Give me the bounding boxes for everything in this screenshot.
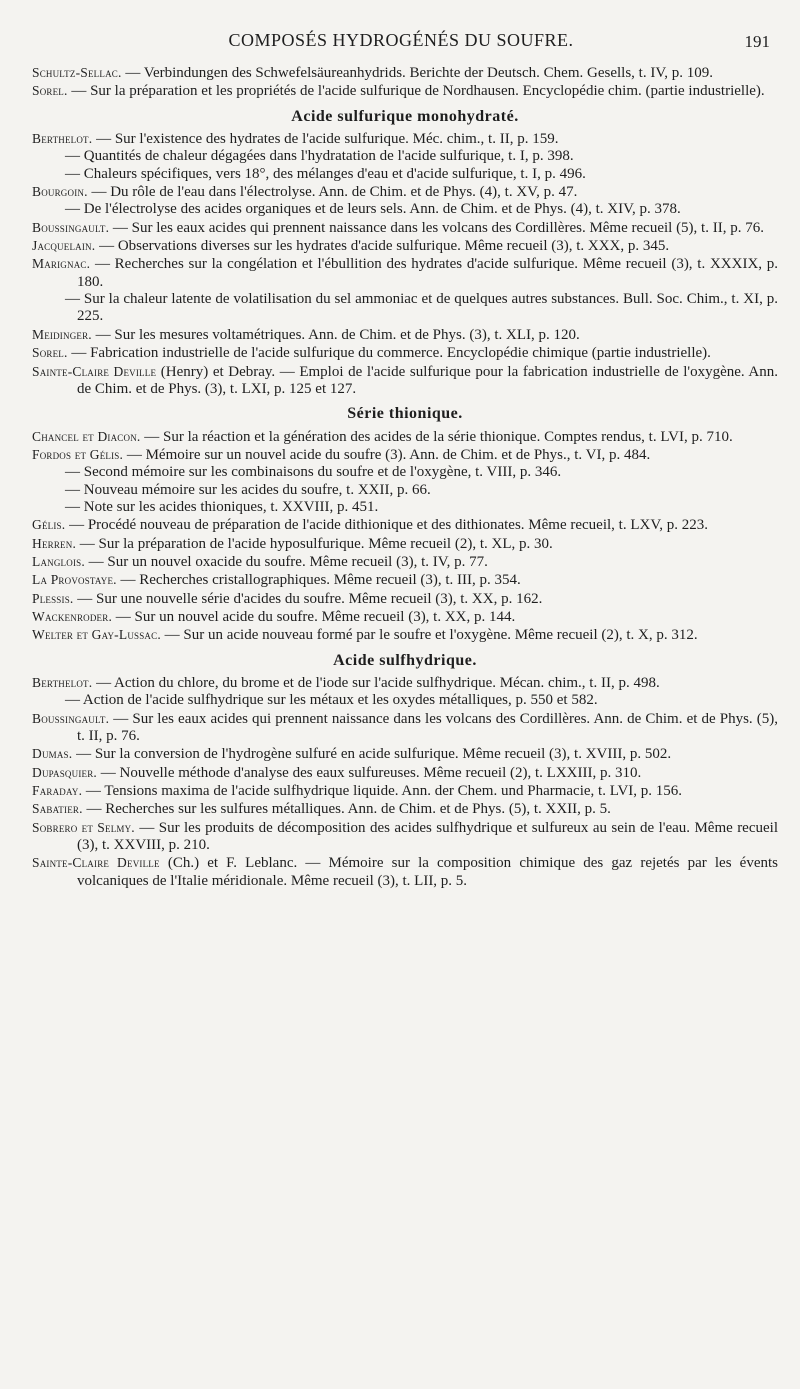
entry-author: Gélis. (32, 517, 66, 533)
entry-text: — Sur les produits de décomposition des acides sulfhydrique et sulfureux au sein de l'eau. Même recueil (3), t. XXVIII, p. 210. (77, 819, 778, 854)
bibliography-entry (32, 819, 778, 855)
bibliography-entry (32, 499, 778, 516)
bibliography-entry (32, 626, 778, 644)
entry-text: — Verbindungen des Schwefelsäureanhydrids. Berichte der Deutsch. Chem. Gesells, t. IV, p. 109. (125, 65, 713, 81)
bibliography-entry (32, 183, 778, 201)
entry-text: — Observations diverses sur les hydrates d'acide sulfurique. Même recueil (3), t. XXX, p. 345. (99, 238, 670, 255)
bibliography-entry (32, 428, 778, 446)
entry-author: Sabatier. (32, 801, 83, 817)
entry-text: — Recherches sur les sulfures métalliques. Ann. de Chim. et de Phys. (5), t. XXII, p. 5. (86, 801, 611, 818)
entry-text: — Sur la préparation et les propriétés de l'acide sulfurique de Nordhausen. Encyclopédie chim. (partie industrielle). (71, 83, 765, 100)
bibliography-entry (32, 446, 778, 464)
entry-text: — Fabrication industrielle de l'acide sulfurique du commerce. Encyclopédie chimique (partie industrielle). (71, 345, 711, 362)
entry-author: Sainte-Claire Deville (32, 363, 157, 379)
entry-text: (Ch.) et F. Leblanc. — Mémoire sur la composition chimique des gaz rejetés par les évents volcaniques de l'Italie méridionale. Même recueil (3), t. LII, p. 5. (77, 855, 778, 889)
bibliography-entry (32, 764, 778, 782)
bibliography-entry (32, 535, 778, 553)
section-heading: Acide sulfhydrique. (333, 651, 477, 669)
entry-text: — De l'électrolyse des acides organiques et de leurs sels. Ann. de Chim. et de Phys. (4), t. XIV, p. 378. (65, 201, 681, 218)
entry-author: Langlois. (32, 553, 85, 569)
entry-author: Dumas. (32, 746, 73, 762)
bibliography-entry (32, 800, 778, 818)
entry-author: Marignac. (32, 256, 91, 272)
bibliography-entry (32, 130, 778, 148)
entry-text: — Procédé nouveau de préparation de l'acide dithionique et des dithionates. Même recueil, t. LXV, p. 223. (69, 517, 708, 534)
bibliography-entry (32, 219, 778, 237)
bibliography-entry (32, 166, 778, 183)
entry-author: Plessis. (32, 590, 74, 606)
entry-text: — Sur la conversion de l'hydrogène sulfuré en acide sulfurique. Même recueil (3), t. XVIII, p. 502. (76, 746, 672, 763)
bibliography-entry (32, 363, 778, 399)
entry-author: Chancel et Diacon. (32, 428, 141, 444)
bibliography-entry (32, 64, 778, 82)
entry-author: La Provostaye. (32, 572, 117, 588)
entry-author: Meidinger. (32, 326, 92, 342)
entry-author: Dupasquier. (32, 764, 98, 780)
bibliography-entry (32, 516, 778, 534)
entry-text: — Sur l'existence des hydrates de l'acide sulfurique. Méc. chim., t. II, p. 159. (96, 131, 559, 148)
entry-text: — Sur un acide nouveau formé par le soufre et l'oxygène. Même recueil (2), t. X, p. 312. (164, 627, 698, 644)
entry-text: — Action du chlore, du brome et de l'iode sur l'acide sulfhydrique. Mécan. chim., t. II, p. 498. (96, 675, 660, 691)
entry-text: — Recherches sur la congélation et l'ébullition des hydrates d'acide sulfurique. Même recueil (3), t. XXXIX, p. 180. (77, 256, 779, 290)
entry-author: Wackenroder. (32, 608, 113, 624)
bibliography-entry (32, 590, 778, 608)
entry-author: Jacquelain. (32, 238, 96, 254)
bibliography-entry (32, 255, 778, 291)
bibliography-entry (32, 237, 778, 255)
entry-author: Boussingault. (32, 219, 110, 235)
bibliography-entry (32, 692, 778, 709)
entry-author: Sainte-Claire Deville (32, 855, 160, 871)
entry-author: Bourgoin. (32, 184, 88, 200)
entry-text: — Second mémoire sur les combinaisons du soufre et de l'oxygène, t. VIII, p. 346. (65, 464, 562, 481)
entry-text: — Nouvelle méthode d'analyse des eaux sulfureuses. Même recueil (2), t. LXXIII, p. 310. (100, 764, 642, 781)
entry-text: — Sur la préparation de l'acide hyposulfurique. Même recueil (2), t. XL, p. 30. (79, 535, 553, 552)
entry-author: Sorel. (32, 345, 68, 361)
bibliography-entry (32, 291, 778, 326)
bibliography-entry (32, 482, 778, 499)
entry-text: — Sur les eaux acides qui prennent naissance dans les volcans des Cordillères. Même recueil (5), t. II, p. 76. (112, 219, 764, 236)
bibliography-entry (32, 344, 778, 362)
entry-text: — Action de l'acide sulfhydrique sur les métaux et les oxydes métalliques, p. 550 et 582. (65, 692, 598, 709)
entry-author: Boussingault. (32, 710, 110, 726)
entry-author: Schultz-Sellac. (32, 65, 122, 80)
bibliography-entry (32, 782, 778, 800)
section-heading: Acide sulfurique monohydraté. (291, 107, 519, 125)
bibliography-entry (32, 82, 778, 100)
bibliography-entry (32, 710, 778, 746)
entry-text: — Sur une nouvelle série d'acides du soufre. Même recueil (3), t. XX, p. 162. (77, 590, 543, 607)
entry-text: — Du rôle de l'eau dans l'électrolyse. Ann. de Chim. et de Phys. (4), t. XV, p. 47. (91, 184, 578, 201)
entry-author: Herren. (32, 535, 77, 551)
page-title: COMPOSÉS HYDROGÉNÉS DU SOUFRE. (228, 30, 574, 50)
entry-author: Sobrero et Selmy. (32, 819, 135, 835)
bibliography-entry (32, 148, 778, 165)
entry-text: — Quantités de chaleur dégagées dans l'hydratation de l'acide sulfurique, t. I, p. 398. (65, 148, 574, 165)
entry-author: Berthelot. (32, 675, 93, 690)
entry-text: — Nouveau mémoire sur les acides du soufre, t. XXII, p. 66. (65, 481, 431, 498)
bibliography-entry (32, 326, 778, 344)
bibliography-entry (32, 745, 778, 763)
entry-text: — Note sur les acides thioniques, t. XXVIII, p. 451. (65, 498, 379, 515)
entry-text: (Henry) et Debray. — Emploi de l'acide sulfurique pour la fabrication industrielle de l'oxygène. Ann. de Chim. et de Phys. (3), t. LXI, p. 125 et 127. (77, 363, 779, 397)
entry-text: — Sur les mesures voltamétriques. Ann. de Chim. et de Phys. (3), t. XLI, p. 120. (95, 326, 580, 343)
entry-text: — Tensions maxima de l'acide sulfhydrique liquide. Ann. der Chem. und Pharmacie, t. LVI, p. 156. (85, 783, 683, 800)
page-number: 191 (744, 32, 770, 51)
bibliography-entry (32, 201, 778, 218)
bibliography-entry (32, 608, 778, 626)
entry-author: Faraday. (32, 783, 83, 799)
entry-text: — Mémoire sur un nouvel acide du soufre (3). Ann. de Chim. et de Phys., t. VI, p. 484. (126, 446, 651, 463)
entry-text: — Sur un nouvel oxacide du soufre. Même recueil (3), t. IV, p. 77. (88, 553, 488, 570)
bibliography-entry (32, 464, 778, 481)
bibliography-entry (32, 571, 778, 589)
entry-text: — Sur la réaction et la génération des acides de la série thionique. Comptes rendus, t. LVI, p. 710. (144, 428, 733, 445)
entry-author: Fordos et Gélis. (32, 446, 124, 462)
running-header (32, 30, 770, 54)
entry-text: — Chaleurs spécifiques, vers 18°, des mélanges d'eau et d'acide sulfurique, t. I, p. 496. (65, 165, 586, 182)
bibliography-entry (32, 854, 778, 890)
entry-text: — Sur un nouvel acide du soufre. Même recueil (3), t. XX, p. 144. (115, 608, 516, 625)
section-heading: Série thionique. (347, 405, 463, 423)
bibliography-entry (32, 674, 778, 692)
entry-text: — Recherches cristallographiques. Même recueil (3), t. III, p. 354. (120, 572, 521, 589)
bibliography-body (32, 64, 778, 890)
entry-author: Welter et Gay-Lussac. (32, 627, 161, 643)
entry-author: Berthelot. (32, 131, 93, 147)
entry-text: — Sur la chaleur latente de volatilisation du sel ammoniac et de quelques autres substances. Bull. Soc. Chim., t. XI, p. 225. (65, 291, 778, 325)
bibliography-entry (32, 553, 778, 571)
entry-text: — Sur les eaux acides qui prennent naissance dans les volcans des Cordillères. Ann. de Chim. et de Phys. (5), t. II, p. 76. (77, 710, 779, 745)
entry-author: Sorel. (32, 83, 68, 99)
